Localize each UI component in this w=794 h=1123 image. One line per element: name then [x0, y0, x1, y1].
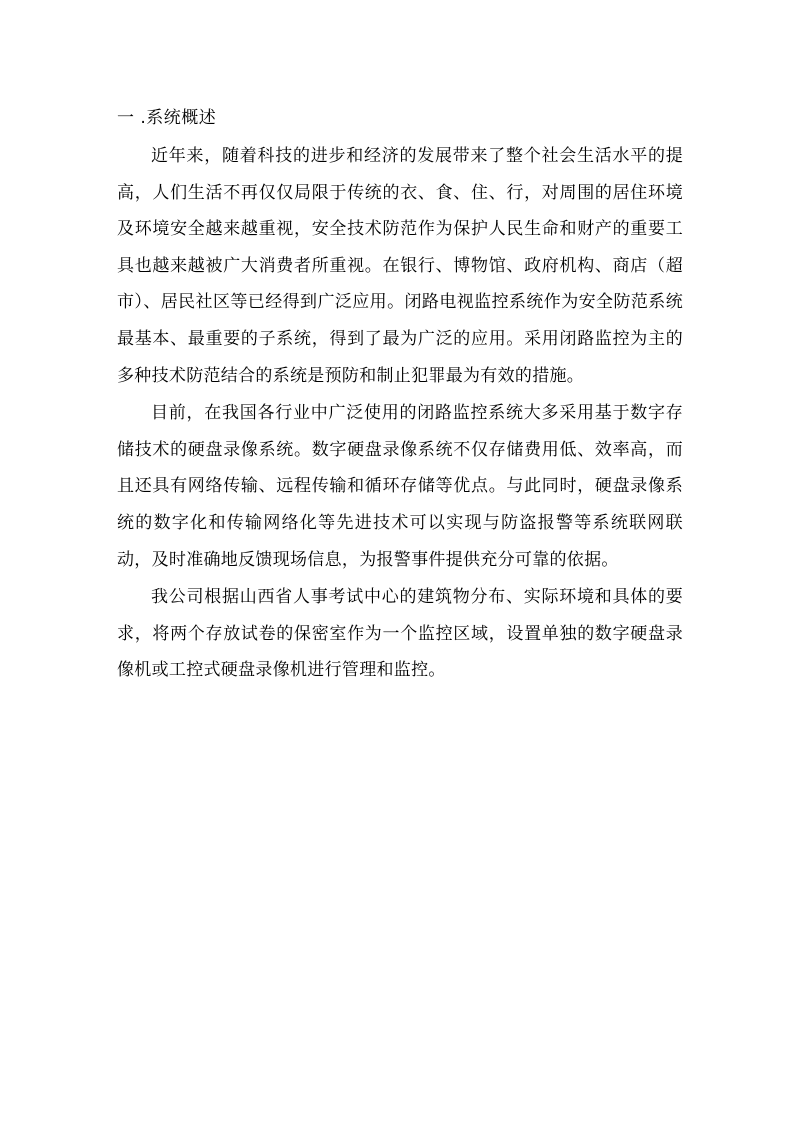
- paragraph-overview: 近年来，随着科技的进步和经济的发展带来了整个社会生活水平的提高，人们生活不再仅仅局限于传统的衣、食、住、行，对周围的居住环境及环境安全越来越重视，安全技术防范作为保护人民生命和财产的重要工具也越来越被广大消费者所重视。在银行、博物馆、政府机构、商店（超市）、居民社区等已经得到广泛应用。闭路电视监控系统作为安全防范系统最基本、最重要的子系统，得到了最为广泛的应用。采用闭路监控为主的多种技术防范结合的系统是预防和制止犯罪最为有效的措施。: [117, 146, 683, 386]
- paragraph-current-status: 目前，在我国各行业中广泛使用的闭路监控系统大多采用基于数字存储技术的硬盘录像系统。数字硬盘录像系统不仅存储费用低、效率高，而且还具有网络传输、远程传输和循环存储等优点。与此同时，硬盘录像系统的数字化和传输网络化等先进技术可以实现与防盗报警等系统联网联动，及时准确地反馈现场信息，为报警事件提供充分可靠的依据。: [117, 403, 683, 570]
- paragraph-company-plan: 我公司根据山西省人事考试中心的建筑物分布、实际环境和具体的要求，将两个存放试卷的保密室作为一个监控区域，设置单独的数字硬盘录像机或工控式硬盘录像机进行管理和监控。: [117, 587, 683, 681]
- document-body: [117, 100, 683, 690]
- section-heading: 一 .系统概述: [117, 108, 217, 128]
